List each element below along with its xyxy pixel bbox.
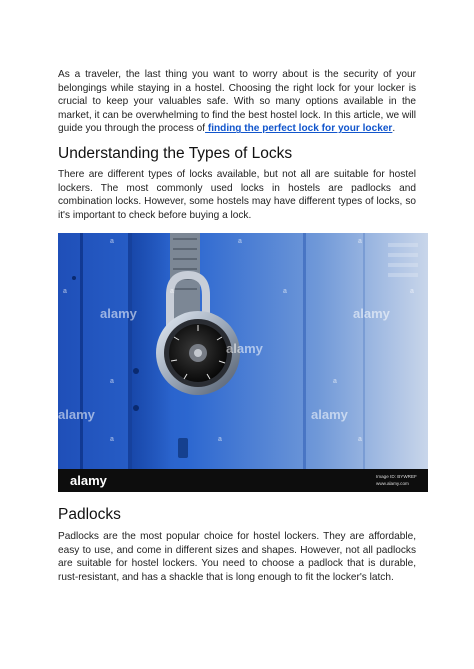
perfect-lock-link[interactable]: finding the perfect lock for your locker: [205, 123, 393, 135]
intro-end: .: [392, 123, 396, 135]
svg-text:a: a: [410, 288, 414, 295]
image-site: www.alamy.com: [376, 481, 409, 486]
svg-text:a: a: [218, 436, 222, 443]
padlock-locker-photo: [58, 233, 428, 492]
svg-text:alamy: alamy: [58, 407, 95, 422]
svg-text:a: a: [238, 238, 242, 245]
image-id: Image ID: BYWREF: [376, 474, 417, 479]
svg-text:alamy: alamy: [100, 306, 137, 321]
svg-text:a: a: [110, 436, 114, 443]
svg-text:a: a: [63, 288, 67, 295]
padlocks-paragraph: Padlocks are the most popular choice for hostel lockers. They are affordable, easy to use, and come in different sizes and shapes. However, not all padlocks are suitable for hostel lockers. You need to choose a padlock that is durable, rust-resistant, and has a shackle that is long enough to fit the locker's latch.: [58, 531, 416, 583]
section-heading-types-of-locks: Understanding the Types of Locks: [58, 145, 293, 162]
svg-text:alamy: alamy: [226, 341, 263, 356]
svg-text:a: a: [283, 288, 287, 295]
types-of-locks-paragraph: There are different types of locks available, but not all are suitable for hostel lockers. The most commonly used locks in hostels are padlocks and combination locks. However, some hostels may have different types of locks, so it's important to check before buying a lock.: [58, 169, 416, 221]
svg-text:a: a: [358, 238, 362, 245]
svg-text:a: a: [333, 378, 337, 385]
svg-text:a: a: [170, 288, 174, 295]
intro-paragraph: [58, 68, 416, 136]
intro-text: As a traveler, the last thing you want to worry about is the security of your belongings while staying in a hostel. Choosing the right lock for your locker is crucial to keep your valuables safe. With so many options available in the market, it can be overwhelming to find the best hostel lock. In this article, we will guide you through the process of: [58, 69, 416, 135]
svg-text:a: a: [110, 238, 114, 245]
svg-text:alamy: alamy: [311, 407, 348, 422]
alamy-logo: alamy: [70, 473, 107, 488]
section-heading-padlocks: Padlocks: [58, 506, 121, 523]
svg-text:alamy: alamy: [353, 306, 390, 321]
svg-text:a: a: [358, 436, 362, 443]
svg-text:a: a: [110, 378, 114, 385]
